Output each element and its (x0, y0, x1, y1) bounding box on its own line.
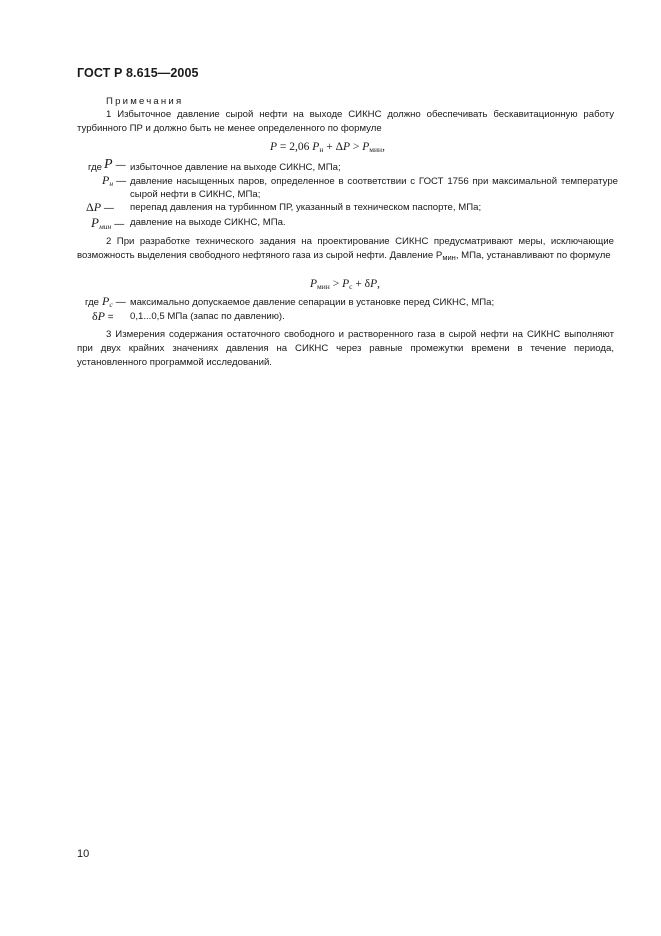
def-text-dp: перепад давления на турбинном ПР, указанный в техническом паспорте, МПа; (130, 202, 482, 213)
note-1-body: 1 Избыточное давление сырой нефти на выходе СИКНС должно обеспечивать бескавитационную работу турбинного ПР и должно быть не менее определенного по формуле (77, 109, 614, 134)
def-symbol-dp: ΔP — (86, 200, 114, 214)
page-number: 10 (77, 848, 90, 860)
note-3-text: 3 Измерения содержания остаточного свободного и растворенного газа в сырой нефти на СИКНС выполняют при двух крайних значениях давления на СИКНС через равные промежутки времени в течение периода, установленного программой исследований. (77, 329, 614, 368)
def-symbol-delta-p: δP = (92, 309, 114, 323)
note-2-text: 2 При разработке технического задания на проектирование СИКНС предусматривают меры, исключающие возможность выделения свободного нефтяного газа из сырой нефти. Давление $P_{мин}$, МПа, устанавливают по формуле (77, 236, 614, 262)
document-header: ГОСТ Р 8.615—2005 (77, 66, 199, 80)
formula-2: $P_{мин} > P_с + \delta P$, (310, 278, 380, 291)
notes-title: Примечания (106, 96, 184, 107)
def-text-delta-p: 0,1...0,5 МПа (запас по давлению). (130, 311, 285, 322)
formula-1: P = 2,06 $P_н + \Delta P > P_{мин}$, (270, 141, 385, 154)
def-text-pmin: давление на выходе СИКНС, МПа. (130, 217, 286, 228)
def-text-pn: давление насыщенных паров, определенное в соответствии с ГОСТ 1756 при максимальной температуре сырой нефти в СИКНС, МПа; (130, 176, 618, 200)
note-1-text (77, 108, 614, 136)
where-label-1: где (88, 162, 103, 173)
def-symbol-pc: $P_с$ — (102, 294, 126, 309)
def-symbol-p: P — (104, 157, 126, 172)
def-symbol-pmin: $P_{мин}$ — (91, 215, 125, 231)
def-text-p: избыточное давление на выходе СИКНС, МПа; (130, 162, 341, 173)
where-label-2: где (85, 297, 100, 308)
def-symbol-pn: $P_н$ — (102, 173, 127, 188)
def-text-pc: максимально допускаемое давление сепарации в установке перед СИКНС, МПа; (130, 297, 495, 308)
